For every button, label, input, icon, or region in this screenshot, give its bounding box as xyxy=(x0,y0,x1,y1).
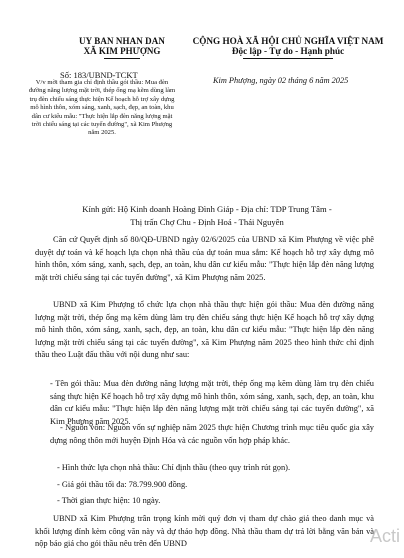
invitation-paragraph: UBND xã Kim Phượng tổ chức lựa chọn nhà thầu thực hiện gói thầu: Mua đèn đường năng lượng mặt trời, thép ống mạ kẽm dùng làm trụ đèn chiếu sáng thực hiện Kế hoạch hỗ trợ xây dựng mô hình thôn, xóm sáng, xanh, sạch, đẹp, an toàn, khu dân cư kiểu mẫu: "Thực hiện lắp đèn năng lượng mặt trời chiếu sáng tại các tuyến đường", xã Kim Phượng năm 2025 theo hình thức chỉ định thầu theo Luật đấu thầu với nội dung như sau: xyxy=(35,300,374,360)
motto-underline xyxy=(243,58,333,59)
national-motto xyxy=(190,36,386,59)
date-line: Kim Phượng, ngày 02 tháng 6 năm 2025 xyxy=(213,76,349,85)
recipient xyxy=(57,203,357,229)
recipient-line-2: Thị trấn Chợ Chu - Định Hoá - Thái Nguyên xyxy=(130,217,284,227)
authority-line-2: XÃ KIM PHƯỢNG xyxy=(83,46,161,56)
package-name-paragraph: - Tên gói thầu: Mua đèn đường năng lượng mặt trời, thép ống mạ kẽm dùng làm trụ đèn chiếu sáng thực hiện Kế hoạch hỗ trợ xây dựng mô hình thôn, xóm sáng, xanh, sạch, đẹp, an toàn, khu dân cư kiểu mẫu: "Thực hiện lắp đèn năng lượng mặt trời chiếu sáng tại các tuyến đường", xã Kim Phượng năm 2025. xyxy=(50,379,374,426)
activation-watermark: Acti xyxy=(370,526,401,546)
nation-line-1: CỘNG HOÀ XÃ HỘI CHỦ NGHĨA VIỆT NAM xyxy=(192,36,384,46)
selection-form-line: - Hình thức lựa chọn nhà thầu: Chỉ định thầu (theo quy trình rút gọn). xyxy=(57,463,291,472)
recipient-line-1: Kính gửi: Hộ Kinh doanh Hoàng Đình Giáp - Địa chỉ: TDP Trung Tâm - xyxy=(82,204,332,214)
issuing-authority xyxy=(47,36,197,59)
authority-underline xyxy=(104,58,140,59)
authority-line-1: UY BAN NHAN DAN xyxy=(79,36,165,46)
nation-line-2: Độc lập - Tự do - Hạnh phúc xyxy=(231,46,345,56)
document-subject: V/v mời tham gia chỉ định thầu gói thầu: Mua đèn đường năng lượng mặt trời, thép ống mạ kẽm dùng làm trụ đèn chiếu sáng thực hiện Kế hoạch hỗ trợ xây dựng mô hình thôn, xóm sáng, xanh, sạch, đẹp, an toàn, khu dân cư kiểu mẫu: "Thực hiện lắp đèn năng lượng mặt trời chiếu sáng tại các tuyến đường", xã Kim Phượng năm 2025. xyxy=(28,79,176,137)
closing-paragraph: UBND xã Kim Phượng trân trọng kính mời quý đơn vị tham dự chào giá theo danh mục và khối lượng đính kèm công văn này và dự thảo hợp đồng. Nhà thầu tham dự trả lời bằng văn bản và nộp báo giá cho gói thầu nêu trên đến UBND xyxy=(35,514,374,549)
legal-basis-paragraph: Căn cứ Quyết định số 80/QĐ-UBND ngày 02/6/2025 của UBND xã Kim Phượng về việc phê duyệt dự toán và kế hoạch lựa chọn nhà thầu của dự toán mua sắm: Kế hoạch hỗ trợ xây dựng mô hình thôn, xóm sáng, xanh, sạch, đẹp, an toàn, khu dân cư kiểu mẫu: "Thực hiện lắp đèn năng lượng mặt trời chiếu sáng tại các tuyến đường", xã Kim Phượng năm 2025. xyxy=(35,235,374,282)
funding-source-paragraph: - Nguồn vốn: Nguồn vốn sự nghiệp năm 2025 thực hiện Chương trình mục tiêu quốc gia xây dựng nông thôn mới huyện Định Hóa và các nguồn vốn hợp pháp khác. xyxy=(50,423,374,445)
duration-line: - Thời gian thực hiện: 10 ngày. xyxy=(57,496,161,505)
package-price-line: - Giá gói thầu tối đa: 78.799.900 đồng. xyxy=(57,480,188,489)
document-number: Số: 183/UBND-TCKT xyxy=(60,70,138,80)
